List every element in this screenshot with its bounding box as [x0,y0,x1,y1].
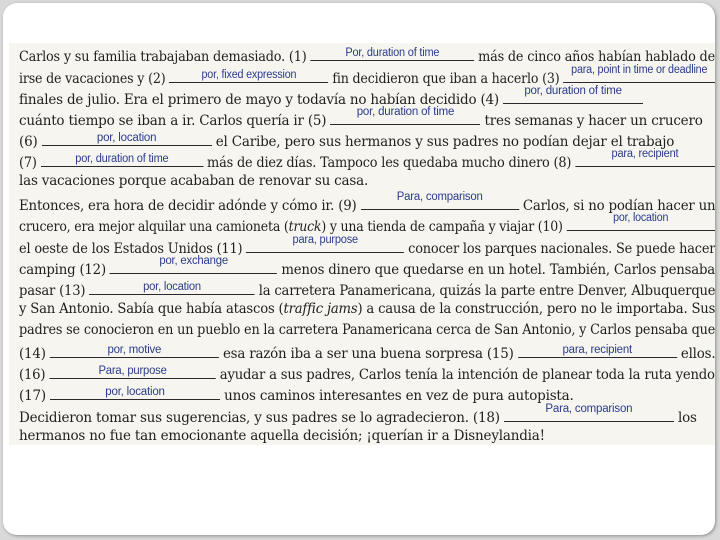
sentence-text: camping (12) [19,262,110,278]
sentence-text: irse de vacaciones y (2) [19,71,170,87]
text-line-7 [19,173,368,189]
answer-14: por, motive [107,344,162,356]
answer-blank-5 [330,106,480,125]
answer-blank-9 [361,191,519,210]
answer-blank-16 [49,364,215,379]
text-line-9 [19,212,715,235]
answer-blank-18 [504,403,674,422]
answer-blank-13 [89,280,254,295]
answer-blank-1 [310,46,474,61]
sentence-text: (7) [19,155,41,171]
answer-15: para, recipient [562,344,632,356]
text-line-19 [19,428,545,444]
answer-blank-11 [246,234,404,253]
sentence-text: más de diez días. Tampoco les quedaba mucho dinero (8) [203,155,576,171]
sentence-text: (6) [19,134,42,150]
sentence-text: Entonces, era hora de decidir adónde y cómo ir. (9) [19,198,361,214]
sentence-text: hermanos no fue tan emocionante aquella decisión; ¡querían ir a Disneylandia! [19,428,545,444]
answer-blank-6 [42,131,212,146]
sentence-text: ayudar a sus padres, Carlos tenía la intención de planear toda la ruta yendo [215,367,715,383]
answer-8: para, recipient [611,148,679,160]
text-line-16 [19,364,715,383]
answer-blank-10 [567,212,715,231]
text-line-12 [19,280,715,299]
answer-blank-8 [575,148,715,167]
text-line-11 [19,255,715,278]
answer-blank-4 [503,85,643,104]
answer-11: para, purpose [292,234,358,246]
answer-10: por, location [613,212,669,224]
answer-blank-7 [41,152,204,167]
answer-blank-12 [110,255,277,274]
sentence-text: Decidieron tomar sus sugerencias, y sus padres se lo agradecieron. (18) [19,410,504,426]
answer-7: por, duration of time [75,153,169,165]
answer-blank-17 [50,385,220,400]
text-line-1 [19,46,715,65]
text-line-17 [19,385,574,404]
answer-18: Para, comparison [545,403,633,415]
sentence-text: esa razón iba a ser una buena sorpresa (15) [218,346,518,362]
sentence-text: menos dinero que quedarse en un hotel. También, Carlos pensaba [277,262,715,278]
sentence-text: (16) [19,367,50,383]
answer-blank-14 [50,343,219,358]
english-gloss: truck [288,219,322,235]
sentence-text: crucero, era mejor alquilar una camioneta ( [19,219,289,235]
sentence-text: conocer los parques nacionales. Se puede hacer [404,241,715,257]
sentence-text: fin decidieron que iban a hacerlo (3) [328,71,564,87]
answer-6: por, location [96,132,157,144]
answer-17: por, location [105,386,165,398]
sentence-text: los [673,410,697,426]
answer-4: por, duration of time [524,85,622,97]
text-line-13 [19,301,715,317]
answer-16: Para, purpose [98,365,167,377]
sentence-text: Carlos, si no podían hacer un [518,198,715,214]
sentence-text: Carlos y su familia trabajaban demasiado. (1) [19,49,311,65]
answer-3: para, point in time or deadline [571,64,708,76]
sentence-text: padres se conocieron en un pueblo en la carretera Panamericana cerca de San Antonio, y Carlos pensaba que [19,322,715,338]
slide-card [3,3,715,535]
answer-blank-15 [518,343,677,358]
worksheet-photo [9,43,715,445]
answer-12: por, exchange [159,255,228,267]
answer-5: por, duration of time [356,106,455,118]
text-line-6 [19,148,715,171]
text-line-18 [19,403,697,426]
sentence-text: el Caribe, pero sus hermanos y sus padres no podían dejar el trabajo [211,134,675,150]
text-line-14 [19,322,715,338]
sentence-text: unos caminos interesantes en vez de pura autopista. [220,388,574,404]
sentence-text: finales de julio. Era el primero de mayo y todavía no habían decidido (4) [19,92,504,108]
sentence-text: tres semanas y hacer un crucero [480,113,703,129]
sentence-text: ellos. [676,346,715,362]
sentence-text: cuánto tiempo se iban a ir. Carlos quería ir (5) [19,113,331,129]
answer-2: por, fixed expression [201,69,297,81]
text-line-4 [19,106,703,129]
sentence-text: el oeste de los Estados Unidos (11) [19,241,247,257]
sentence-text: las vacaciones porque acababan de renovar su casa. [19,173,369,189]
sentence-text: pasar (13) [19,283,90,299]
sentence-text: (14) [19,346,50,362]
sentence-text: más de cinco años habían hablado de [474,49,715,65]
text-line-15 [19,343,715,362]
sentence-text: ) y una tienda de campaña y viajar (10) [321,219,567,235]
answer-9: Para, comparison [396,191,483,203]
answer-blank-3 [563,64,715,83]
sentence-text: (17) [19,388,51,404]
answer-blank-2 [169,68,328,83]
sentence-text: ) a causa de la construcción, pero no le importaba. Sus [357,301,715,317]
sentence-text: y San Antonio. Sabía que había atascos ( [19,301,284,317]
answer-13: por, location [143,281,201,293]
english-gloss: traffic jams [283,301,358,317]
sentence-text: la carretera Panamericana, quizás la parte entre Denver, Albuquerque [254,283,715,299]
answer-1: Por, duration of time [345,47,440,59]
